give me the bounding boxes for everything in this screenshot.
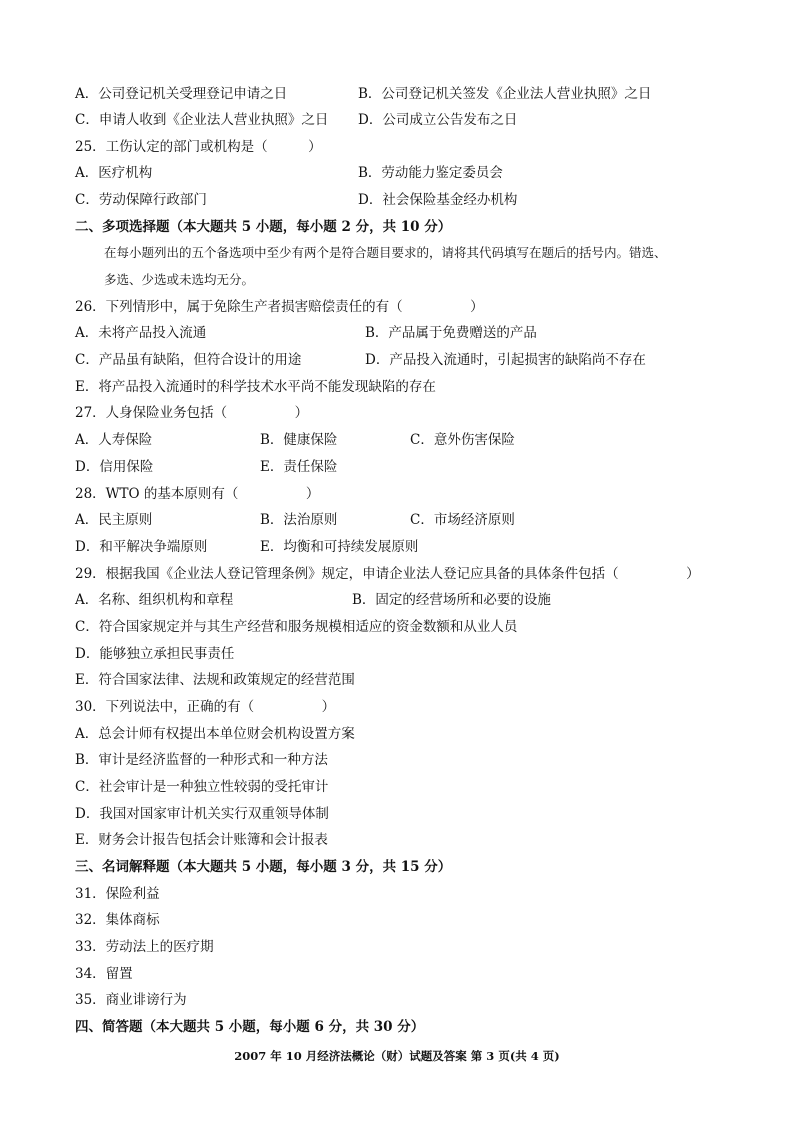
page-footer: 2007 年 10 月经济法概论（财）试题及答案 第 3 页(共 4 页) <box>234 1049 560 1063</box>
q25-stem: 25．工伤认定的部门或机构是（ ） <box>75 139 322 155</box>
q30-stem: 30．下列说法中，正确的有（ ） <box>75 699 336 715</box>
q32-term: 32．集体商标 <box>75 912 160 928</box>
q26-option-a: A．未将产品投入流通 <box>75 325 207 341</box>
q33-term: 33．劳动法上的医疗期 <box>75 939 214 955</box>
q35-term: 35．商业诽谤行为 <box>75 992 187 1008</box>
q30-option-c: C．社会审计是一种独立性较弱的受托审计 <box>75 779 329 795</box>
q24-option-b: B．公司登记机关签发《企业法人营业执照》之日 <box>358 86 652 102</box>
q34-term: 34．留置 <box>75 966 133 982</box>
section3-title: 三、名词解释题（本大题共 5 小题，每小题 3 分，共 15 分） <box>75 859 452 875</box>
q29-option-d: D．能够独立承担民事责任 <box>75 646 235 662</box>
q30-option-a: A．总会计师有权提出本单位财会机构设置方案 <box>75 726 355 742</box>
q28-option-c: C．市场经济原则 <box>410 512 515 528</box>
q30-option-d: D．我国对国家审计机关实行双重领导体制 <box>75 806 329 822</box>
q25-option-d: D．社会保险基金经办机构 <box>358 192 518 208</box>
section2-instructions-2: 多选、少选或未选均无分。 <box>104 272 255 287</box>
q28-option-e: E．均衡和可持续发展原则 <box>260 539 419 555</box>
q26-option-b: B．产品属于免费赠送的产品 <box>365 325 537 341</box>
q27-stem: 27．人身保险业务包括（ ） <box>75 405 309 421</box>
q29-option-b: B．固定的经营场所和必要的设施 <box>352 592 551 608</box>
q30-option-b: B．审计是经济监督的一种形式和一种方法 <box>75 752 328 768</box>
q28-stem: 28．WTO 的基本原则有（ ） <box>75 486 320 502</box>
q28-option-a: A．民主原则 <box>75 512 153 528</box>
q29-stem: 29．根据我国《企业法人登记管理条例》规定，申请企业法人登记应具备的具体条件包括（ ） <box>75 566 700 582</box>
q29-option-e: E．符合国家法律、法规和政策规定的经营范围 <box>75 672 355 688</box>
section2-title: 二、多项选择题（本大题共 5 小题，每小题 2 分，共 10 分） <box>75 219 452 235</box>
q25-option-b: B．劳动能力鉴定委员会 <box>358 165 503 181</box>
q25-option-a: A．医疗机构 <box>75 165 153 181</box>
q24-option-c: C．申请人收到《企业法人营业执照》之日 <box>75 112 329 128</box>
section2-instructions-1: 在每小题列出的五个备选项中至少有两个是符合题目要求的，请将其代码填写在题后的括号内。错选、 <box>104 245 667 260</box>
q27-option-d: D．信用保险 <box>75 459 154 475</box>
q30-option-e: E．财务会计报告包括会计账簿和会计报表 <box>75 832 328 848</box>
q31-term: 31．保险利益 <box>75 886 160 902</box>
q24-option-d: D．公司成立公告发布之日 <box>358 112 518 128</box>
q27-option-e: E．责任保险 <box>260 459 338 475</box>
q28-option-d: D．和平解决争端原则 <box>75 539 208 555</box>
q26-stem: 26．下列情形中，属于免除生产者损害赔偿责任的有（ ） <box>75 299 484 315</box>
q27-option-a: A．人寿保险 <box>75 432 153 448</box>
q28-option-b: B．法治原则 <box>260 512 338 528</box>
q24-option-a: A．公司登记机关受理登记申请之日 <box>75 86 288 102</box>
q27-option-c: C．意外伤害保险 <box>410 432 515 448</box>
q29-option-a: A．名称、组织机构和章程 <box>75 592 234 608</box>
section4-title: 四、简答题（本大题共 5 小题，每小题 6 分，共 30 分） <box>75 1019 425 1035</box>
q26-option-d: D．产品投入流通时，引起损害的缺陷尚不存在 <box>365 352 646 368</box>
q26-option-e: E．将产品投入流通时的科学技术水平尚不能发现缺陷的存在 <box>75 379 436 395</box>
q27-option-b: B．健康保险 <box>260 432 338 448</box>
q29-option-c: C．符合国家规定并与其生产经营和服务规模相适应的资金数额和从业人员 <box>75 619 518 635</box>
q26-option-c: C．产品虽有缺陷，但符合设计的用途 <box>75 352 302 368</box>
q25-option-c: C．劳动保障行政部门 <box>75 192 207 208</box>
